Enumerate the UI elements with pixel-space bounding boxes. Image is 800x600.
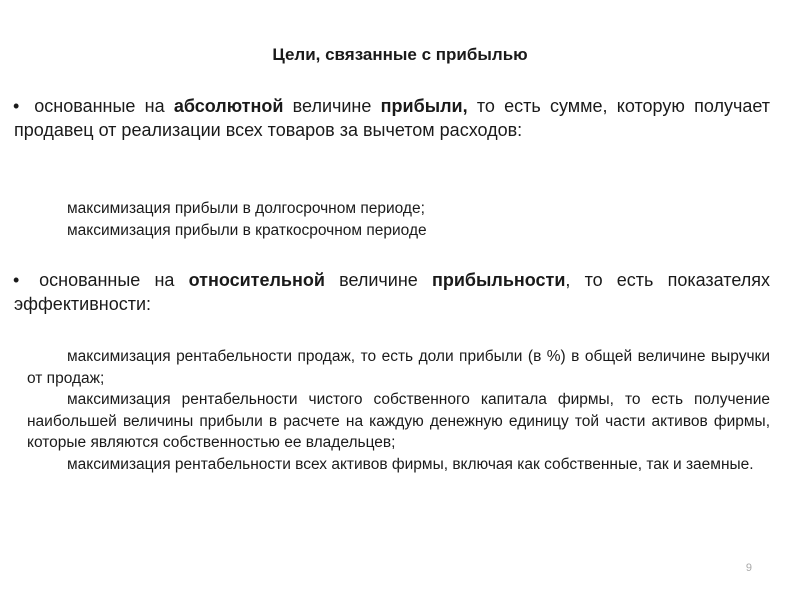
bullet-relative-profitability bbox=[14, 268, 770, 316]
bullet-marker: • bbox=[13, 96, 20, 116]
bullet-text: основанные на bbox=[25, 96, 174, 116]
subitem: максимизация прибыли в краткосрочном периоде bbox=[67, 221, 427, 239]
subitem: максимизация рентабельности продаж, то есть доли прибыли (в %) в общей величине выручки от продаж; bbox=[27, 348, 770, 387]
bullet-text: величине bbox=[324, 270, 432, 290]
bullet-text: , то есть показателях эффективности: bbox=[14, 270, 770, 314]
bullet-emphasis: прибыльности bbox=[431, 270, 566, 290]
slide-title: Цели, связанные с прибылью bbox=[272, 45, 528, 64]
subitem: максимизация рентабельности всех активов фирмы, включая как собственные, так и заемные. bbox=[67, 455, 754, 473]
bullet-text: основанные на bbox=[25, 270, 189, 290]
bullet-marker: • bbox=[13, 270, 20, 290]
relative-profitability-subitems bbox=[27, 346, 770, 475]
bullet-emphasis: абсолютной bbox=[173, 96, 284, 116]
bullet-emphasis: прибыли, bbox=[380, 96, 468, 116]
absolute-profit-subitems bbox=[27, 198, 770, 241]
bullet-text: то есть сумме, которую получает продавец от реализации всех товаров за вычетом расходов: bbox=[14, 96, 771, 140]
page-number: 9 bbox=[745, 562, 752, 574]
bullet-emphasis: относительной bbox=[188, 270, 325, 290]
subitem: максимизация рентабельности чистого собственного капитала фирмы, то есть получение наибольшей величины прибыли в расчете на каждую денежную единицу той части активов фирмы, которые являются собственностью ее владельцев; bbox=[27, 391, 770, 451]
bullet-absolute-profit bbox=[14, 94, 770, 142]
bullet-text: величине bbox=[283, 96, 381, 116]
subitem: максимизация прибыли в долгосрочном периоде; bbox=[67, 200, 425, 217]
